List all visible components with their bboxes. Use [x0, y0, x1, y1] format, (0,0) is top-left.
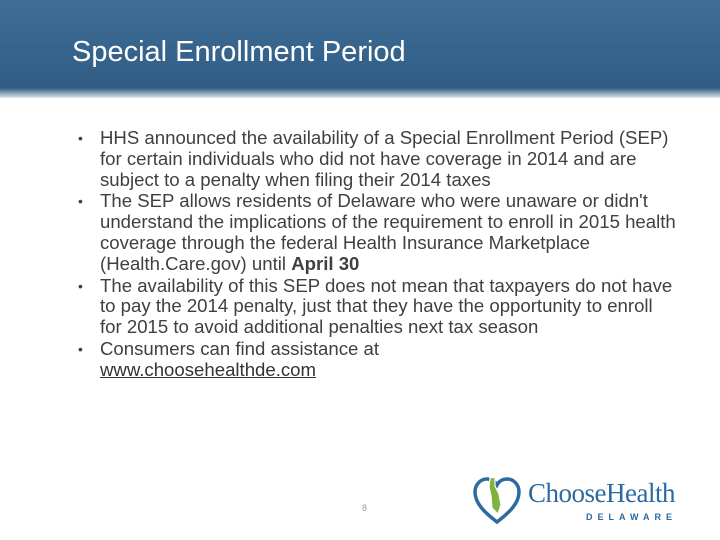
website-link[interactable]: www.choosehealthde.com [100, 358, 317, 380]
bullet-text: HHS announced the availability of a Special Enrollment Period (SEP) for certain individuals who did not have coverage in 2014 and are subject to a penalty when filing their 2014 taxes [100, 127, 669, 190]
logo-wordmark [528, 478, 675, 509]
logo-word-choose: Choose [528, 478, 606, 508]
bullet-item [78, 128, 678, 190]
logo-word-health: Health [606, 478, 675, 508]
delaware-heart-icon [470, 472, 524, 528]
slide-title: Special Enrollment Period [72, 36, 406, 68]
bullet-text: Consumers can find assistance at [100, 337, 380, 359]
bullet-text: The availability of this SEP does not mean that taxpayers do not have to pay the 2014 penalty, just that they have the opportunity to enroll for 2015 to avoid additional penalties next tax season [100, 274, 673, 338]
bullet-item [78, 276, 678, 338]
bullet-dot: • [78, 130, 83, 146]
choosehealth-logo [470, 472, 700, 528]
logo-subtitle: DELAWARE [586, 512, 678, 522]
bullet-text: The SEP allows residents of Delaware who were unaware or didn't understand the implications of the requirement to enroll in 2015 health coverage through the federal Health Insurance Marketplace (Health.Care.gov) until [100, 190, 676, 274]
bullet-list [78, 128, 678, 382]
bullet-dot: • [78, 340, 83, 357]
bullet-dot: • [78, 193, 83, 210]
bullet-item [78, 339, 678, 381]
bullet-item [78, 191, 678, 274]
page-number: 8 [362, 503, 368, 513]
bullet-bold-date: April 30 [291, 252, 360, 274]
bullet-dot: • [78, 277, 83, 294]
